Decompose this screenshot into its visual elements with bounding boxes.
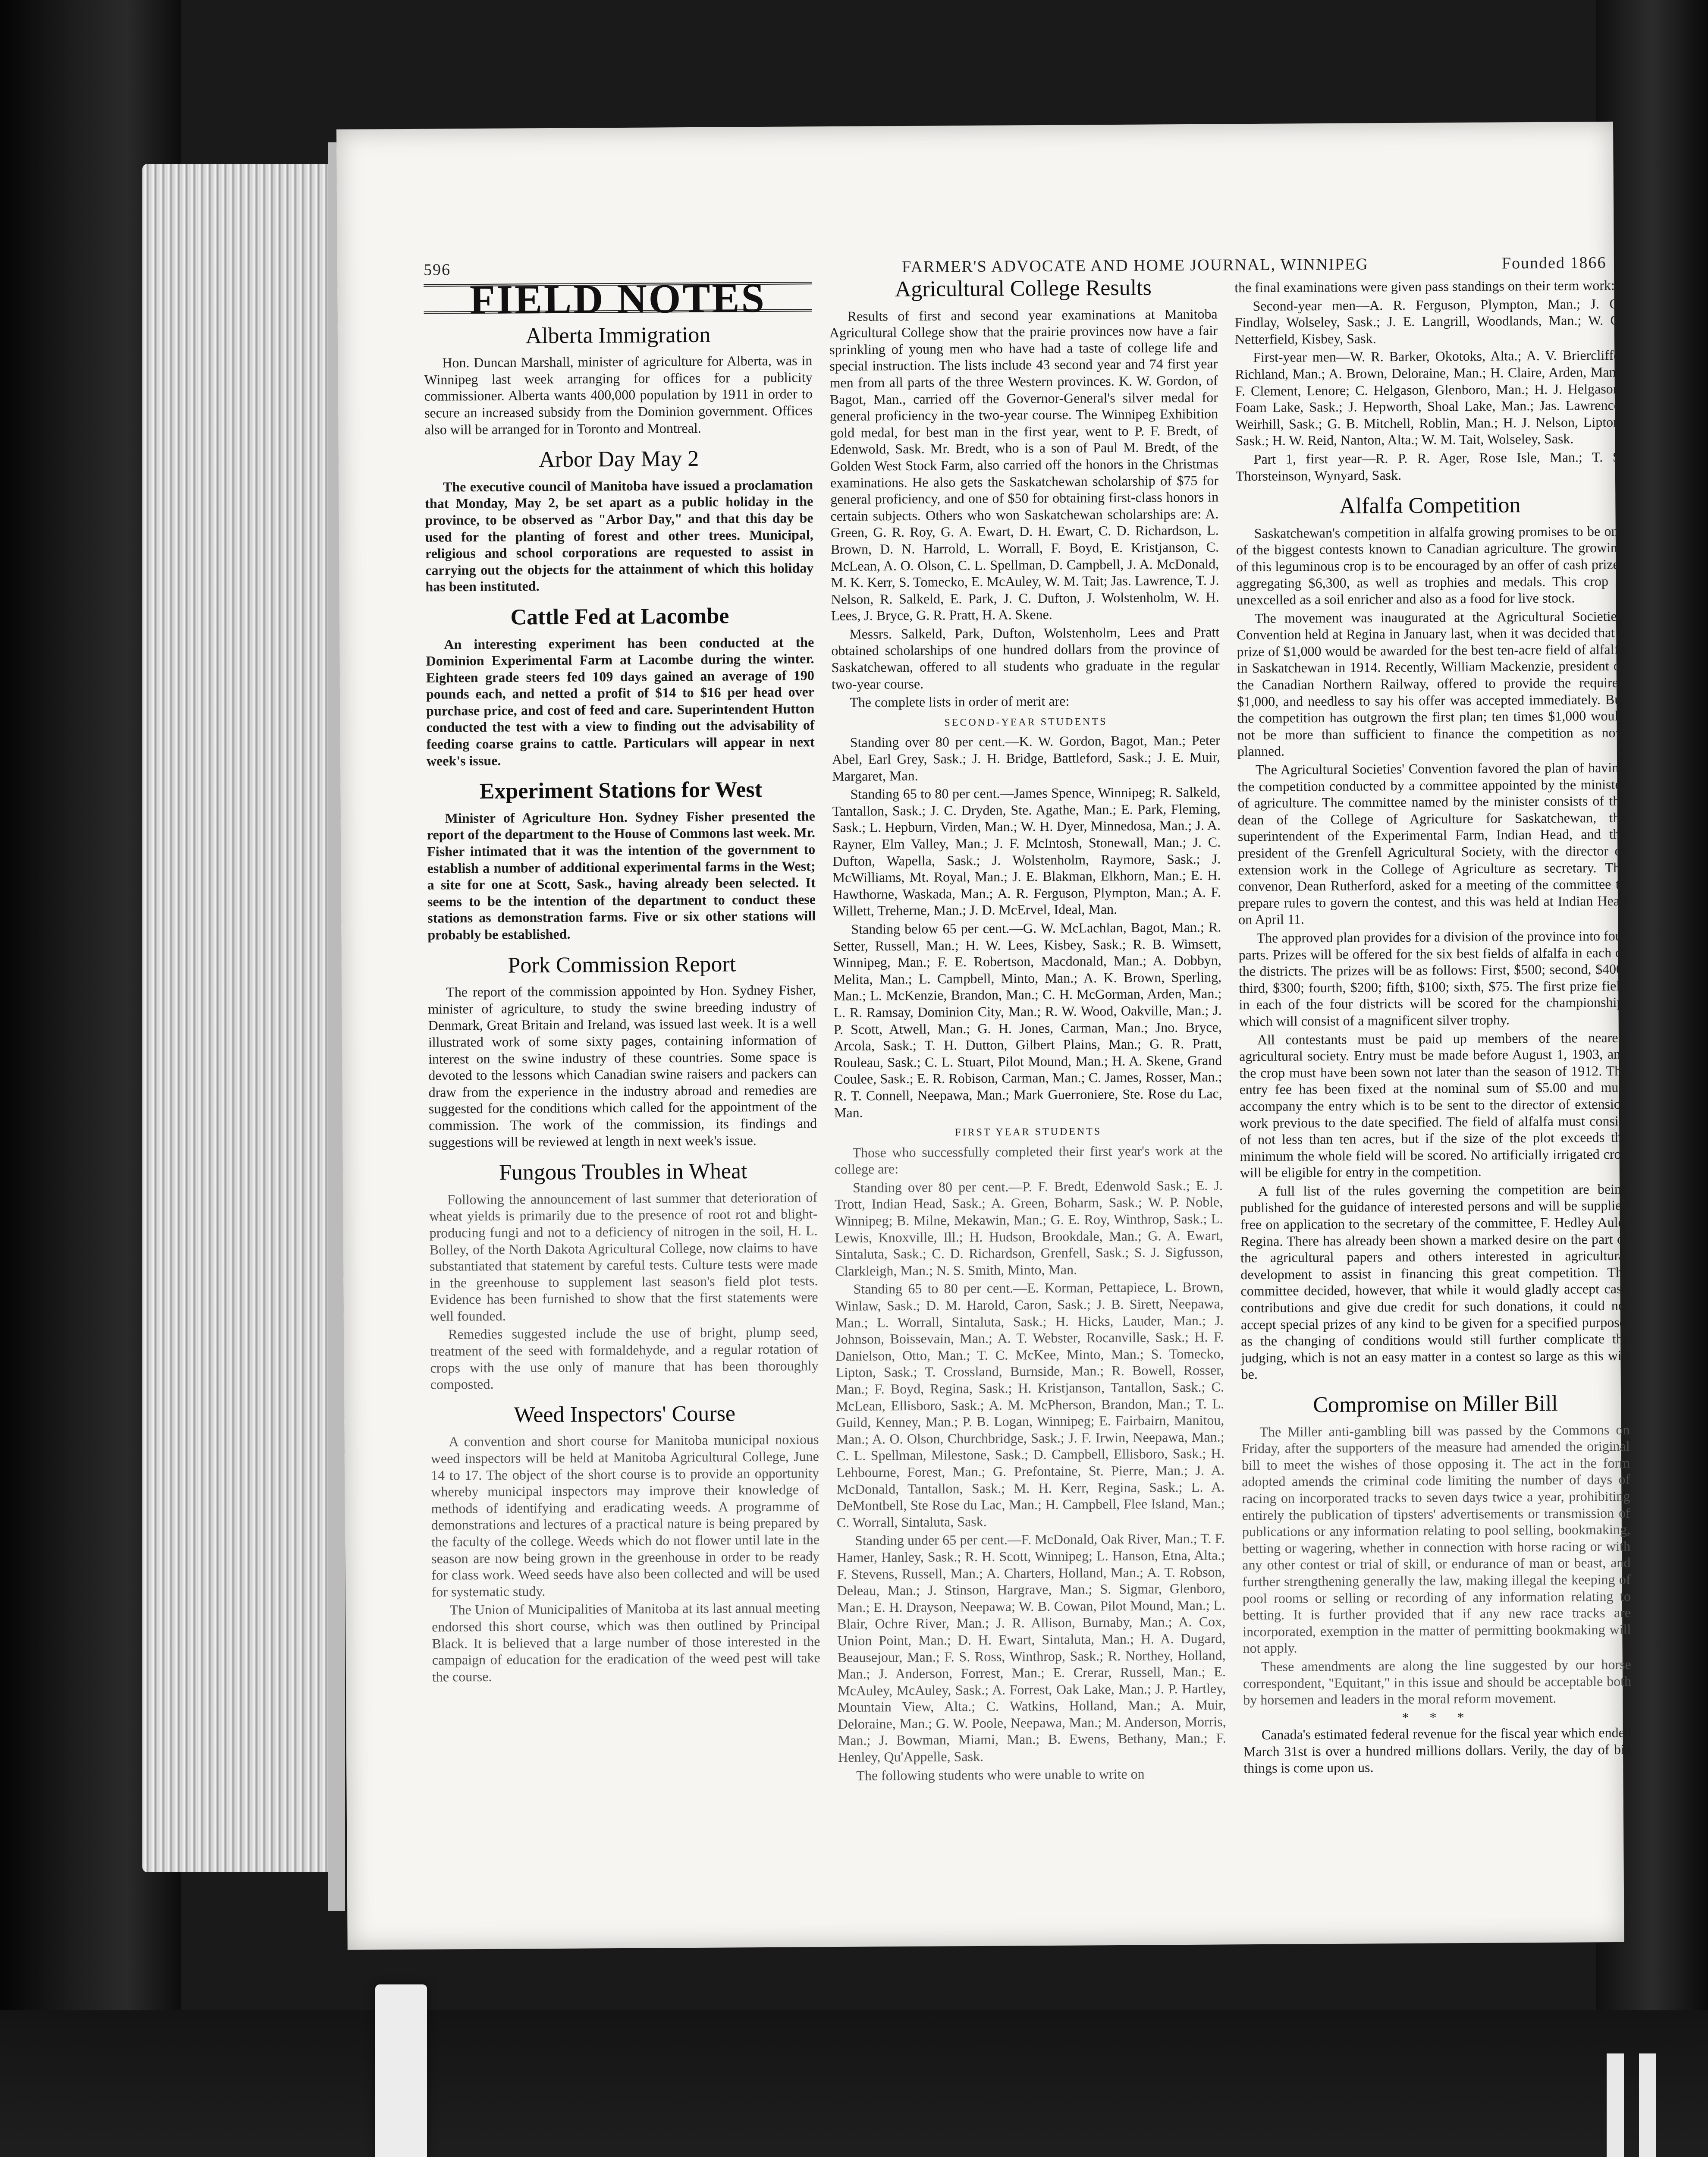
column-1 [424,274,820,1687]
article-heading: Alfalfa Competition [1339,493,1521,519]
article-paragraph: Following the announcement of last summer that deterioration of wheat yields is primarily due to the presence of root rot and blight-producing fungi and not to a deficiency of nitrogen in the soil, H. L. Bolley, of the North Dakota Agricultural College, now claims to have substantiated that statement by careful tests. Culture tests were made in the greenhouse to supplement last season's field plot tests. Evidence has been furnished to show that the first statements were well founded. [429,1189,818,1324]
page-clip [375,1984,427,2157]
article-heading: Fungous Troubles in Wheat [499,1159,747,1185]
founded-note: Founded 1866 [1501,254,1607,273]
article-heading: Compromise on Miller Bill [1313,1391,1558,1418]
article-paragraph: These amendments are along the line suggested by our horse correspondent, "Equitant," in this issue and should be acceptable both by horsemen and leaders in the moral reform movement. [1243,1656,1632,1708]
article-paragraph: All contestants must be paid up members of the nearest agricultural society. Entry must be made before August 1, 1903, and the crop must have been sown not later than the season of 1912. The entry fee has been fixed at the nominal sum of $5.00 and must accompany the entry which is to be sent to the director of extension work previous to the date specified. The field of alfalfa must consist of not less than ten acres, but if the size of the plot exceeds the minimum the whole field will be scored. No artificially irrigated crop will be eligible for entry in the competition. [1239,1029,1628,1181]
continued-paragraph: the final examinations were given pass standings on their term work: [1234,277,1615,296]
subsection-label: SECOND-YEAR STUDENTS [944,716,1108,729]
results-paragraph: Standing under 65 per cent.—F. McDonald, Oak River, Man.; T. F. Hamer, Hanley, Sask.; R. H. Scott, Winnipeg; L. Hanson, Etna, Alta.; F. Stevens, Russell, Man.; A. Charters, Holland, Man.; A. T. Robson, Deleau, Man.; J. Stinson, Hargrave, Man.; S. Sigmar, Glenboro, Man.; E. H. Drayson, Neepawa; W. B. Cowan, Pilot Mound, Man.; L. Blair, Ochre River, Man.; J. R. Allison, Burnaby, Man.; A. Cox, Union Point, Man.; D. H. Ewart, Sintaluta, Man.; H. A. Dugard, Beausejour, Man.; F. S. Ross, Winthrop, Sask.; R. Northey, Holland, Man.; J. Anderson, Forrest, Man.; E. Crerar, Russell, Man.; E. McAuley, McAuley, Sask.; A. Forrest, Oak Lake, Man.; J. P. Hartley, Mountain View, Alta.; C. Watkins, Holland, Man.; A. Muir, Deloraine, Man.; G. W. Poole, Neepawa, Man.; M. Anderson, Morris, Man.; J. Bowman, Miami, Man.; B. Ewens, Bethany, Man.; F. Henley, Qu'Appelle, Sask. [837,1530,1226,1765]
article-paragraph: The approved plan provides for a division of the province into four parts. Prizes will be offered for the six best fields of alfalfa in each of the districts. The prizes will be as follows: First, $500; second, $400; third, $300; fourth, $200; fifth, $100; sixth, $75. The first prize field in each of the four districts will be scored for the championship, which will consist of a magnificent silver trophy. [1238,928,1627,1029]
continued-paragraph: First-year men—W. R. Barker, Okotoks, Alta.; A. V. Briercliffe, Richland, Man.; A. Brown, Deloraine, Man.; H. Claire, Arden, Man.; F. Clement, Lenore; C. Helgason, Glenboro, Man.; H. J. Helgason, Foam Lake, Sask.; J. Hepworth, Shoal Lake, Man.; Jas. Lawrence, Weirhill, Sask.; G. B. Mitchell, Roblin, Man.; H. J. Nelson, Lipton, Sask.; H. W. Reid, Nanton, Alta.; W. M. Tait, Wolseley, Sask. [1235,347,1624,449]
article-paragraph: Minister of Agriculture Hon. Sydney Fisher presented the report of the department to the House of Commons last week. Mr. Fisher intimated that it was the intention of the government to establish a number of additional experimental farms in the West; a site for one at Scott, Sask., having already been selected. It seems to be the intention of the department to conduct these stations as demonstration farms. Five or six other stations will probably be established. [427,808,816,943]
scanner-bar [1607,2053,1624,2157]
article-paragraph: Messrs. Salkeld, Park, Dufton, Wolstenholm, Lees and Pratt obtained scholarships of one hundred dollars from the province of Saskatchewan, offered to all students who graduate in the regular two-year course. [831,624,1220,692]
scan-background-bottom [0,2010,1708,2157]
column-3 [1234,277,1632,1778]
article-heading: Cattle Fed at Lacombe [510,604,729,630]
article-heading: Agricultural College Results [895,275,1152,302]
article-paragraph: The Union of Municipalities of Manitoba at its last annual meeting endorsed this short course, which was then outlined by Principal Black. It is believed that a large number of those interested in the campaign of education for the eradication of the weed pest will take the course. [432,1600,820,1685]
article-heading: Experiment Stations for West [479,777,763,804]
results-paragraph: Standing below 65 per cent.—G. W. McLachlan, Bagot, Man.; R. Setter, Russell, Man.; H. W. Lees, Kisbey, Sask.; R. B. Wimsett, Winnipeg, Man.; F. E. Robertson, Macdonald, Man.; A. Dobbyn, Melita, Man.; L. Campbell, Minto, Man.; A. K. Brown, Sperling, Man.; L. McKenzie, Brandon, Man.; C. H. McGorman, Arden, Man.; L. R. Ramsay, Dominion City, Man.; R. W. Wood, Oakville, Man.; J. P. Scott, Atwell, Man.; G. H. Jones, Carman, Man.; Jno. Bryce, Arcola, Sask.; T. H. Dutton, Gilbert Plains, Man.; G. R. Pratt, Rouleau, Sask.; C. L. Stuart, Pilot Mound, Man.; H. A. Skene, Grand Coulee, Sask.; E. R. Robison, Carman, Man.; C. James, Rosser, Man.; R. T. Connell, Neepawa, Man.; Mark Guerroniere, Ste. Rose du Lac, Man. [833,919,1222,1120]
continued-paragraph: Second-year men—A. R. Ferguson, Plympton, Man.; J. G. Findlay, Wolseley, Sask.; J. E. Langrill, Woodlands, Man.; W. C. Netterfield, Kisbey, Sask. [1234,296,1623,347]
article-body [1241,1421,1631,1708]
results-paragraph: Standing 65 to 80 per cent.—James Spence, Winnipeg; R. Salkeld, Tantallon, Sask.; J. C. Dryden, Ste. Agathe, Man.; E. Park, Fleming, Sask.; L. Hepburn, Virden, Man.; W. H. Dyer, Minnedosa, Man.; J. A. Rayner, Elm Valley, Man.; J. F. McIntosh, Stonewall, Man.; J. C. Dufton, Wapella, Sask.; J. Wolstenholm, Raymore, Sask.; J. McWilliams, Mt. Royal, Man.; J. E. Blakman, Elkhorn, Man.; E. H. Hawthorne, Waskada, Man.; A. R. Ferguson, Plympton, Man.; A. F. Willett, Treherne, Man.; J. D. McErvel, Ideal, Man. [832,784,1221,919]
article-heading: Pork Commission Report [508,951,736,978]
scanner-bar [1639,2053,1656,2157]
column-2 [829,275,1226,1786]
page-number: 596 [423,261,451,279]
continued-paragraph: Part 1, first year—R. P. R. Ager, Rose Isle, Man.; T. S. Thorsteinson, Wynyard, Sask. [1235,449,1624,484]
results-paragraph: Those who successfully completed their first year's work at the college are: [834,1142,1223,1177]
article-body [430,1431,820,1685]
results-paragraph: The following students who were unable to write on [856,1766,1145,1783]
section-banner [424,274,812,323]
article-heading: Arbor Day May 2 [538,446,699,472]
section-divider: * * * [1402,1709,1473,1725]
article-paragraph: Saskatchewan's competition in alfalfa growing promises to be one of the biggest contests known to Canadian agriculture. The growing of this leguminous crop is to be encouraged by an offer of cash prizes aggregating $6,300, as well as trophies and medals. This crop is unexcelled as a soil enricher and also as a food for live stock. [1236,523,1625,608]
article-body [425,476,814,595]
article-paragraph: The Miller anti-gambling bill was passed by the Commons on Friday, after the supporters of the measure had amended the original bill to meet the wishes of those opposing it. The act in the form adopted amends the criminal code limiting the number of days of racing on incorporated tracks to seven days twice a year, prohibiting entirely the publication of tipsters' advertisements or transmission of publications or any information relating to pool selling, bookmaking, betting or wagering, whether in connection with horse racing or with any other contest or trial of skill, or endurance of man or beast, and further strengthening generally the law, making illegal the keeping of pool rooms or selling or recording of any information relating to betting. It is further provided that if any new race tracks are incorporated, exemption in the matter of permitting bookmaking will not apply. [1241,1421,1631,1656]
article-body [426,634,815,769]
results-body [834,1142,1226,1784]
results-paragraph: Standing 65 to 80 per cent.—E. Korman, Pettapiece, L. Brown, Winlaw, Sask.; D. M. Harold, Caron, Sask.; J. B. Sirett, Neepawa, Man.; L. Worrall, Sintaluta, Sask.; H. Hicks, Lauder, Man.; J. Johnson, Boissevain, Man.; A. T. Webster, Rocanville, Sask.; H. F. Danielson, Otto, Man.; T. C. McKee, Minto, Man.; S. Tomecko, Lipton, Sask.; T. Crossland, Burnside, Man.; R. Bowell, Rosser, Man.; F. Boyd, Regina, Sask.; H. Kristjanson, Tantallon, Sask.; C. McLean, Ellisboro, Sask.; A. M. McPherson, Brandon, Man.; T. L. Guild, Kenney, Man.; P. B. Logan, Winnipeg; E. Fairbairn, Manitou, Man.; A. O. Olson, Churchbridge, Sask.; J. F. Irwin, Neepawa, Man.; C. L. Spellman, Milestone, Sask.; D. Campbell, Ellisboro, Sask.; H. Lehbourne, Forest, Man.; G. Prefontaine, St. Pierre, Man.; J. A. McDonald, Tantallon, Sask.; M. H. Kerr, Regina, Sask.; L. A. DeMontbell, Ste Rose du Lac, Man.; H. Campbell, Flee Island, Man.; C. Worrall, Sintaluta, Sask. [835,1279,1225,1530]
article-paragraph: Results of first and second year examinations at Manitoba Agricultural College show that the prairie provinces now have a fair sprinkling of young men who have had a taste of college life and special instruction. The lists include 43 second year and 74 first year men from all parts of the three Western provinces. K. W. Gordon, of Bagot, Man., carried off the Governor-General's silver medal for general proficiency in the two-year course. The Winnipeg Exhibition gold medal, for best man in the first year, went to P. F. Bredt, of Edenwold, Sask. Mr. Bredt, who is a son of Paul M. Bredt, of the Golden West Stock Farm, also carried off the honors in the Christmas examinations. He also gets the Saskatchewan scholarship of $75 for general proficiency, and one of $50 for obtaining first-class honors in certain subjects. Others who won Saskatchewan scholarships are: A. Green, G. R. Roy, G. A. Ewart, D. H. Ewart, C. D. Richardson, L. Brown, D. N. Harrold, L. Worrall, F. Boyd, E. Kristjanson, C. McLean, A. O. Olson, C. L. Spellman, D. Campbell, J. A. McDonald, M. K. Kerr, S. Tomecko, E. McAuley, W. M. Tait; Jas. Lawrence, T. J. Nelson, R. Salkeld, E. Park, J. C. Dufton, J. Wolstenholm, W. H. Lees, J. Bryce, G. R. Pratt, H. A. Skene. [829,306,1219,624]
results-paragraph: Standing over 80 per cent.—P. F. Bredt, Edenwold Sask.; E. J. Trott, Indian Head, Sask.; A. Green, Boharm, Sask.; W. P. Noble, Winnipeg; B. Milne, Mekawin, Man.; G. E. Roy, Winthrop, Sask.; L. Lewis, Knoxville, Ill.; H. Hudson, Brookdale, Man.; G. A. Ewart, Sintaluta, Sask.; C. D. Richardson, Grenfell, Sask.; S. J. Sigfusson, Clarkleigh, Man.; N. S. Smith, Minto, Man. [835,1177,1224,1279]
article-paragraph: Canada's estimated federal revenue for the fiscal year which ended March 31st is over a hundred millions dollars. Verily, the day of big things is come upon us. [1243,1725,1632,1776]
article-paragraph: Hon. Duncan Marshall, minister of agriculture for Alberta, was in Winnipeg last week arranging for offices for a publicity commissioner. Alberta wants 400,000 population by 1911 in order to secure an increased subsidy from the Dominion government. Offices also will be arranged for in Toronto and Montreal. [424,352,813,437]
article-paragraph: The Agricultural Societies' Convention favored the plan of having the competition conducted by a committee appointed by the minister of agriculture. The committee named by the minister consists of the dean of the College of Agriculture for Saskatchewan, the superintendent of the Experimental Farm, Indian Head, and the president of the Grenfell Agricultural Society, with the director of extension work in the College of Agriculture as secretary. The convenor, Dean Rutherford, asked for a meeting of the committee to prepare rules to govern the contest, and this was held at Indian Head on April 11. [1237,759,1627,928]
article-paragraph: The report of the commission appointed by Hon. Sydney Fisher, minister of agriculture, to study the swine breeding industry of Denmark, Great Britain and Ireland, was issued last week. It is a well illustrated work of some sixty pages, containing information of interest on the swine industry of these countries. Some space is devoted to the lessons which Canadian swine raisers and packers can draw from the experience in the industry abroad and remedies are suggested for the conditions which called for the appointment of the commission. The work of the commission, its findings and suggestions will be reviewed at length in next week's issue. [428,982,817,1150]
article-body [427,808,816,943]
subsection-label: FIRST YEAR STUDENTS [955,1126,1102,1138]
running-header: FARMER'S ADVOCATE AND HOME JOURNAL, WINNIPEG [902,255,1369,276]
article-paragraph: A full list of the rules governing the competition are being published for the guidance of interested persons and will be supplied free on application to the secretary of the committee, F. Hedley Auld, Regina. There has already been shown a marked desire on the part of the agricultural papers and others interested in agricultural development to assist in financing this great competition. The committee decided, however, that while it would gladly accept cash contributions and give due credit for such donations, it could not accept special prizes of any kind to be given for a specified purpose, as the changing of conditions would still further complicate the judging, which is not an easy matter in a contest so large as this will be. [1240,1181,1630,1382]
article-paragraph: The complete lists in order of merit are: [850,693,1070,711]
article-paragraph: The movement was inaugurated at the Agricultural Societies' Convention held at Regina in January last, when it was decided that a prize of $1,000 would be awarded for the best ten-acre field of alfalfa in Saskatchewan in 1914. Recently, William Mackenzie, president of the Canadian Northern Railway, offered to provide the required $1,000, and needless to say his offer was accepted immediately. But the competition has outgrown the first plan; ten times $1,000 would not be more than sufficient to finance the competition as now planned. [1237,608,1626,759]
article-paragraph: A convention and short course for Manitoba municipal noxious weed inspectors will be held at Manitoba Agricultural College, June 14 to 17. The object of the short course is to provide an opportunity whereby municipal inspectors may improve their knowledge of methods of identifying and eradicating weeds. A programme of demonstrations and lectures of a practical nature is being prepared by the faculty of the college. Weeds which do not flower until late in the season are now being grown in the greenhouse in order to be ready for class work. Weed seeds have also been collected and will be used for systematic study. [430,1431,820,1600]
article-body [429,1189,819,1393]
article-heading: Alberta Immigration [525,322,711,348]
article-heading: Weed Inspectors' Course [514,1401,736,1428]
section-title: FIELD NOTES [469,274,766,323]
article-paragraph: Remedies suggested include the use of bright, plump seed, treatment of the seed with formaldehyde, and a regular rotation of crops with the use only of manure that has been thoroughly composted. [430,1324,819,1392]
article-paragraph: An interesting experiment has been conducted at the Dominion Experimental Farm at Lacombe during the winter. Eighteen grade steers fed 109 days gained an average of 190 pounds each, and netted a profit of $14 to $16 per head over purchase price, and cost of feed and care. Superintendent Hutton conducted the test with a view to finding out the advisability of feeding coarse grains to cattle. Particulars will appear in next week's issue. [426,634,815,769]
article-paragraph: The executive council of Manitoba have issued a proclamation that Monday, May 2, be set apart as a public holiday in the province, to be observed as "Arbor Day," and that this day be used for the planting of forest and other trees. Municipal, religious and school corporations are requested to assist in carrying out the objects for the attainment of which this holiday has been instituted. [425,477,814,595]
results-paragraph: Standing over 80 per cent.—K. W. Gordon, Bagot, Man.; Peter Abel, Earl Grey, Sask.; J. H. Bridge, Battleford, Sask.; J. E. Muir, Margaret, Man. [832,732,1221,784]
newspaper-page [336,122,1632,1950]
book-page-edges [142,164,332,1872]
